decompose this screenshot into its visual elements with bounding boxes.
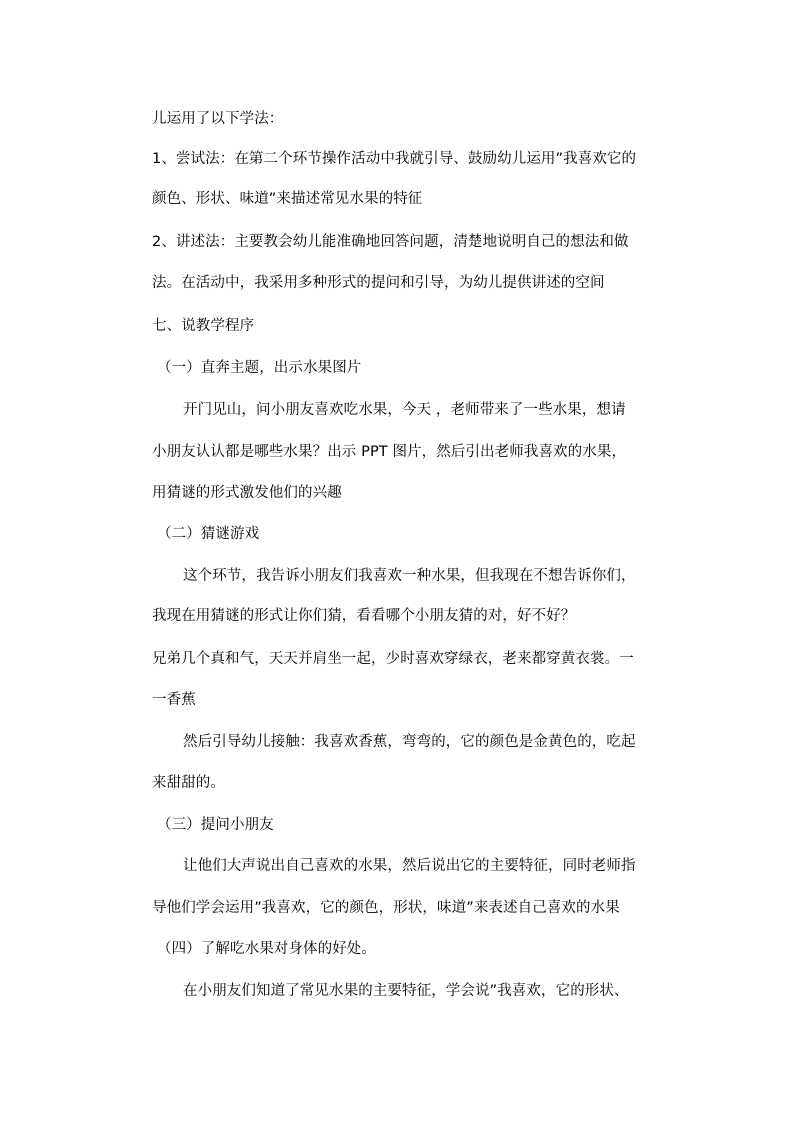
subsection-heading: （二）猜谜游戏	[157, 526, 260, 542]
text-line: 儿运用了以下学法：	[152, 111, 284, 127]
riddle-answer: 一香蕉	[152, 692, 196, 708]
text-line: 法。在活动中，我采用多种形式的提问和引导，为幼儿提供讲述的空间	[152, 275, 605, 291]
text-line: 1、尝试法：在第二个环节操作活动中我就引导、鼓励幼儿运用”我喜欢它的	[152, 151, 637, 167]
text-line: 用猜谜的形式激发他们的兴趣	[152, 485, 342, 501]
text-line: 颜色、形状、味道”来描述常见水果的特征	[152, 191, 423, 207]
section-heading: 七、说教学程序	[152, 318, 255, 334]
text-line: 我现在用猜谜的形式让你们猜，看看哪个小朋友猜的对，好不好？	[152, 608, 576, 624]
riddle-line: 兄弟几个真和气，天天并肩坐一起，少时喜欢穿绿衣，老来都穿黄衣裳。一	[152, 651, 634, 667]
text-line: 然后引导幼儿接触：我喜欢香蕉，弯弯的，它的颜色是金黄色的，吃起	[183, 734, 636, 750]
text-line: 导他们学会运用”我喜欢，它的颜色，形状，味道”来表述自己喜欢的水果	[152, 900, 620, 916]
subsection-heading: （四）了解吃水果对身体的好处。	[157, 941, 376, 957]
text-line: 在小朋友们知道了常见水果的主要特征，学会说”我喜欢，它的形状、	[183, 983, 629, 999]
text-line: 开门见山，问小朋友喜欢吃水果，今天 ，老师带来了一些水果，想请	[183, 402, 626, 418]
subsection-heading: （三）提问小朋友	[157, 817, 274, 833]
subsection-heading: （一）直奔主题，出示水果图片	[157, 360, 362, 376]
text-line: 让他们大声说出自己喜欢的水果，然后说出它的主要特征，同时老师指	[183, 858, 636, 874]
text-line: 2、讲述法：主要教会幼儿能准确地回答问题，清楚地说明自己的想法和做	[152, 234, 629, 250]
text-line: 小朋友认认都是哪些水果？出示 PPT 图片，然后引出老师我喜欢的水果，	[152, 444, 627, 460]
text-line: 这个环节，我告诉小朋友们我喜欢一种水果，但我现在不想告诉你们，	[183, 568, 636, 584]
text-line: 来甜甜的。	[152, 775, 225, 791]
